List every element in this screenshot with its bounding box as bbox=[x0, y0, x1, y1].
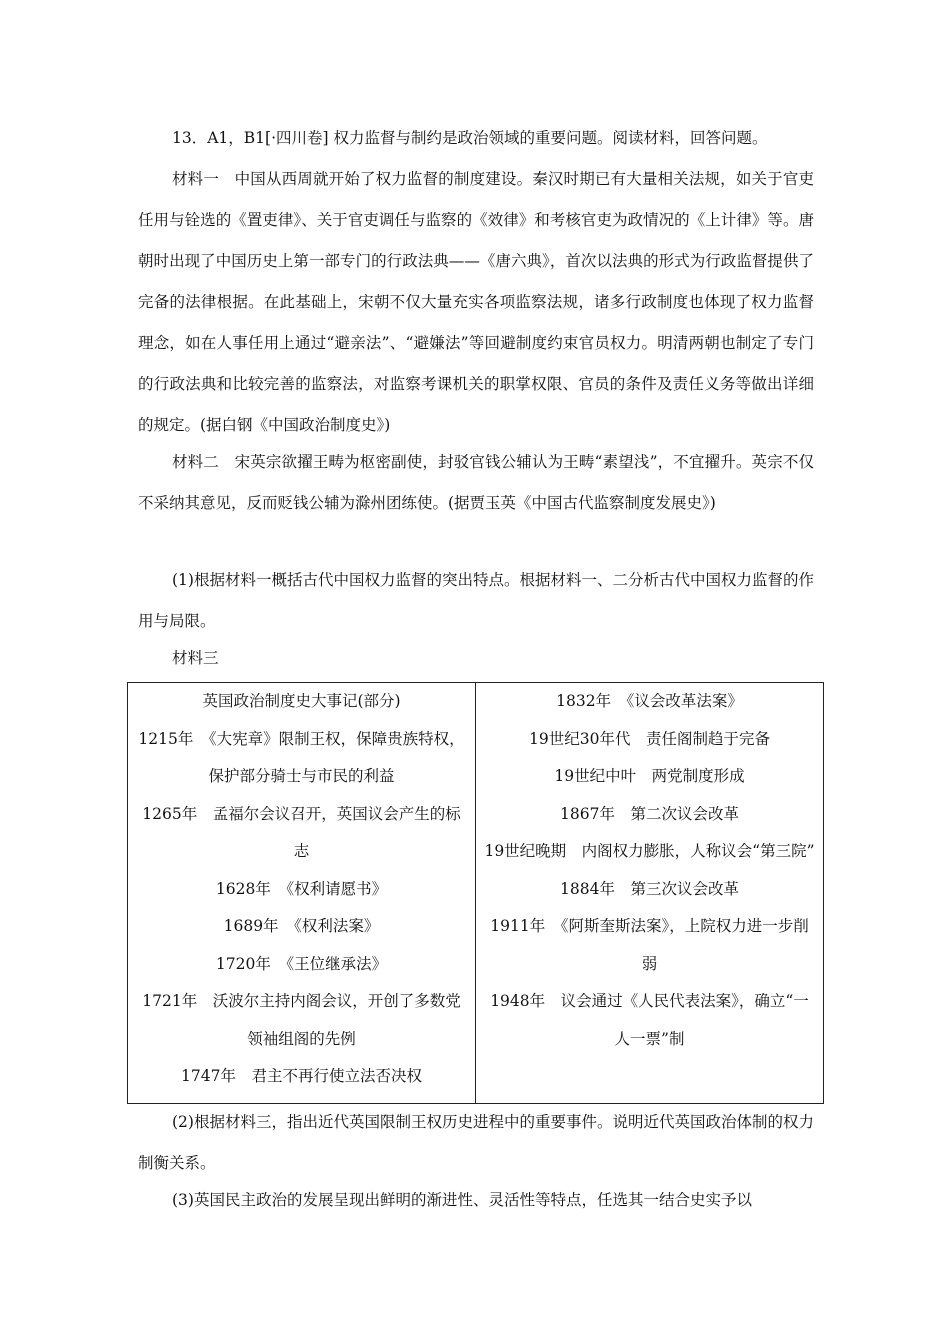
table-item: 19世纪晚期 内阁权力膨胀，人称议会“第三院” bbox=[484, 842, 815, 860]
table-item: 19世纪中叶 两党制度形成 bbox=[554, 767, 745, 785]
table-item: 1689年 《权利法案》 bbox=[223, 917, 380, 935]
question-header: 13．A1，B1[·四川卷] 权力监督与制约是政治领域的重要问题。阅读材料，回答问题。 bbox=[172, 129, 768, 147]
table-item: 1867年 第二次议会改革 bbox=[560, 804, 739, 823]
question-part-3: (3)英国民主政治的发展呈现出鲜明的渐进性、灵活性等特点，任选其一结合史实予以 bbox=[172, 1191, 752, 1209]
table-item: 1884年 第三次议会改革 bbox=[560, 879, 739, 898]
left-column bbox=[128, 683, 476, 1104]
question-part-1: (1)根据材料一概括古代中国权力监督的突出特点。根据材料一、二分析古代中国权力监督的作用与局限。 bbox=[138, 571, 814, 630]
material-one-paragraph: 材料一 中国从西周就开始了权力监督的制度建设。秦汉时期已有大量相关法规，如关于官吏任用与铨选的《置吏律》、关于官吏调任与监察的《效律》和考核官吏为政情况的《上计律》等。唐朝时出现了中国历史上第一部专门的行政法典——《唐六典》，首次以法典的形式为行政监督提供了完备的法律根据。在此基础上，宋朝不仅大量充实各项监察法规，诸多行政制度也体现了权力监督理念，如在人事任用上通过“避亲法”、“避嫌法”等回避制度约束官员权力。明清两朝也制定了专门的行政法典和比较完善的监察法，对监察考课机关的职掌权限、官员的条件及责任义务等做出详细的规定。(据白钢《中国政治制度史》) bbox=[138, 170, 814, 434]
table-item: 1832年 《议会改革法案》 bbox=[556, 692, 743, 710]
right-column bbox=[476, 683, 824, 1104]
table-item: 1215年 《大宪章》限制王权，保障贵族特权，保护部分骑士与市民的利益 bbox=[138, 729, 465, 785]
table-item: 1747年 君主不再行使立法否决权 bbox=[181, 1067, 422, 1085]
question-part-2: (2)根据材料三，指出近代英国限制王权历史进程中的重要事件。说明近代英国政治体制的权力制衡关系。 bbox=[138, 1113, 814, 1172]
table-item: 1628年 《权利请愿书》 bbox=[215, 879, 388, 898]
table-row bbox=[128, 683, 824, 1104]
table-caption: 英国政治制度史大事记(部分) bbox=[202, 692, 401, 710]
table-item: 1911年 《阿斯奎斯法案》，上院权力进一步削弱 bbox=[490, 917, 809, 973]
table-item: 1265年 孟福尔会议召开，英国议会产生的标志 bbox=[142, 804, 461, 860]
table-item: 1721年 沃波尔主持内阁会议，开创了多数党领袖组阁的先例 bbox=[142, 992, 461, 1048]
table-item: 1948年 议会通过《人民代表法案》，确立“一人一票”制 bbox=[490, 992, 809, 1048]
table-item: 19世纪30年代 责任阁制趋于完备 bbox=[529, 729, 770, 748]
material-three-label: 材料三 bbox=[172, 649, 219, 667]
british-history-events-table bbox=[127, 682, 824, 1104]
material-two-paragraph: 材料二 宋英宗欲擢王畴为枢密副使，封驳官钱公辅认为王畴“素望浅”，不宜擢升。英宗不仅不采纳其意见，反而贬钱公辅为滁州团练使。(据贾玉英《中国古代监察制度发展史》) bbox=[138, 453, 814, 512]
table-item: 1720年 《王位继承法》 bbox=[215, 954, 388, 973]
